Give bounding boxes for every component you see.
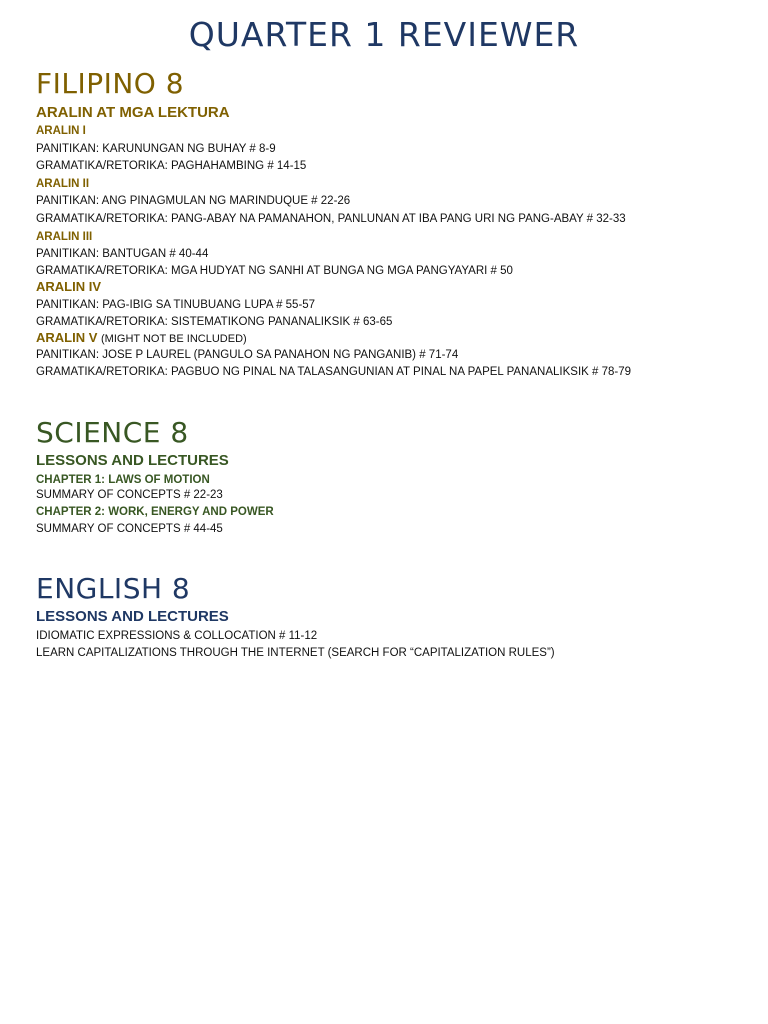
- aralin-5-label: [36, 331, 247, 346]
- science-chapter-1-label: CHAPTER 1: LAWS OF MOTION: [36, 474, 210, 486]
- science-chapter-2-item-1: SUMMARY OF CONCEPTS # 44-45: [36, 523, 223, 535]
- aralin-5-item-1: PANITIKAN: JOSE P LAUREL (PANGULO SA PANAHON NG PANGANIB) # 71-74: [36, 349, 459, 361]
- aralin-4-item-2: GRAMATIKA/RETORIKA: SISTEMATIKONG PANANALIKSIK # 63-65: [36, 316, 393, 328]
- science-heading: LESSONS AND LECTURES: [36, 452, 229, 469]
- english-subject-title: ENGLISH 8: [36, 572, 191, 605]
- english-item-2: LEARN CAPITALIZATIONS THROUGH THE INTERNET (SEARCH FOR “CAPITALIZATION RULES”): [36, 647, 555, 659]
- aralin-2-item-1: PANITIKAN: ANG PINAGMULAN NG MARINDUQUE # 22-26: [36, 195, 351, 207]
- aralin-3-item-1: PANITIKAN: BANTUGAN # 40-44: [36, 248, 209, 260]
- aralin-4-item-1: PANITIKAN: PAG-IBIG SA TINUBUANG LUPA # 55-57: [36, 299, 316, 311]
- science-chapter-1-item-1: SUMMARY OF CONCEPTS # 22-23: [36, 489, 223, 501]
- aralin-2-label: ARALIN II: [36, 178, 90, 190]
- english-heading: LESSONS AND LECTURES: [36, 608, 229, 625]
- aralin-2-item-2: GRAMATIKA/RETORIKA: PANG-ABAY NA PAMANAHON, PANLUNAN AT IBA PANG URI NG PANG-ABAY # 32-33: [36, 213, 626, 225]
- aralin-5-label-text: ARALIN V: [36, 330, 98, 345]
- aralin-1-label: ARALIN I: [36, 125, 86, 137]
- aralin-3-label: ARALIN III: [36, 231, 93, 243]
- filipino-heading: ARALIN AT MGA LEKTURA: [36, 104, 230, 121]
- aralin-4-label: ARALIN IV: [36, 279, 101, 294]
- aralin-1-item-2: GRAMATIKA/RETORIKA: PAGHAHAMBING # 14-15: [36, 160, 307, 172]
- filipino-subject-title: FILIPINO 8: [36, 67, 185, 100]
- page-title: QUARTER 1 REVIEWER: [188, 15, 580, 54]
- science-chapter-2-label: CHAPTER 2: WORK, ENERGY AND POWER: [36, 506, 274, 518]
- aralin-1-item-1: PANITIKAN: KARUNUNGAN NG BUHAY # 8-9: [36, 143, 276, 155]
- science-subject-title: SCIENCE 8: [36, 416, 189, 449]
- aralin-3-item-2: GRAMATIKA/RETORIKA: MGA HUDYAT NG SANHI AT BUNGA NG MGA PANGYAYARI # 50: [36, 265, 513, 277]
- english-item-1: IDIOMATIC EXPRESSIONS & COLLOCATION # 11-12: [36, 630, 318, 642]
- aralin-5-item-2: GRAMATIKA/RETORIKA: PAGBUO NG PINAL NA TALASANGUNIAN AT PINAL NA PAPEL PANANALIKSIK # 78-79: [36, 366, 632, 378]
- aralin-5-note: (MIGHT NOT BE INCLUDED): [101, 333, 247, 345]
